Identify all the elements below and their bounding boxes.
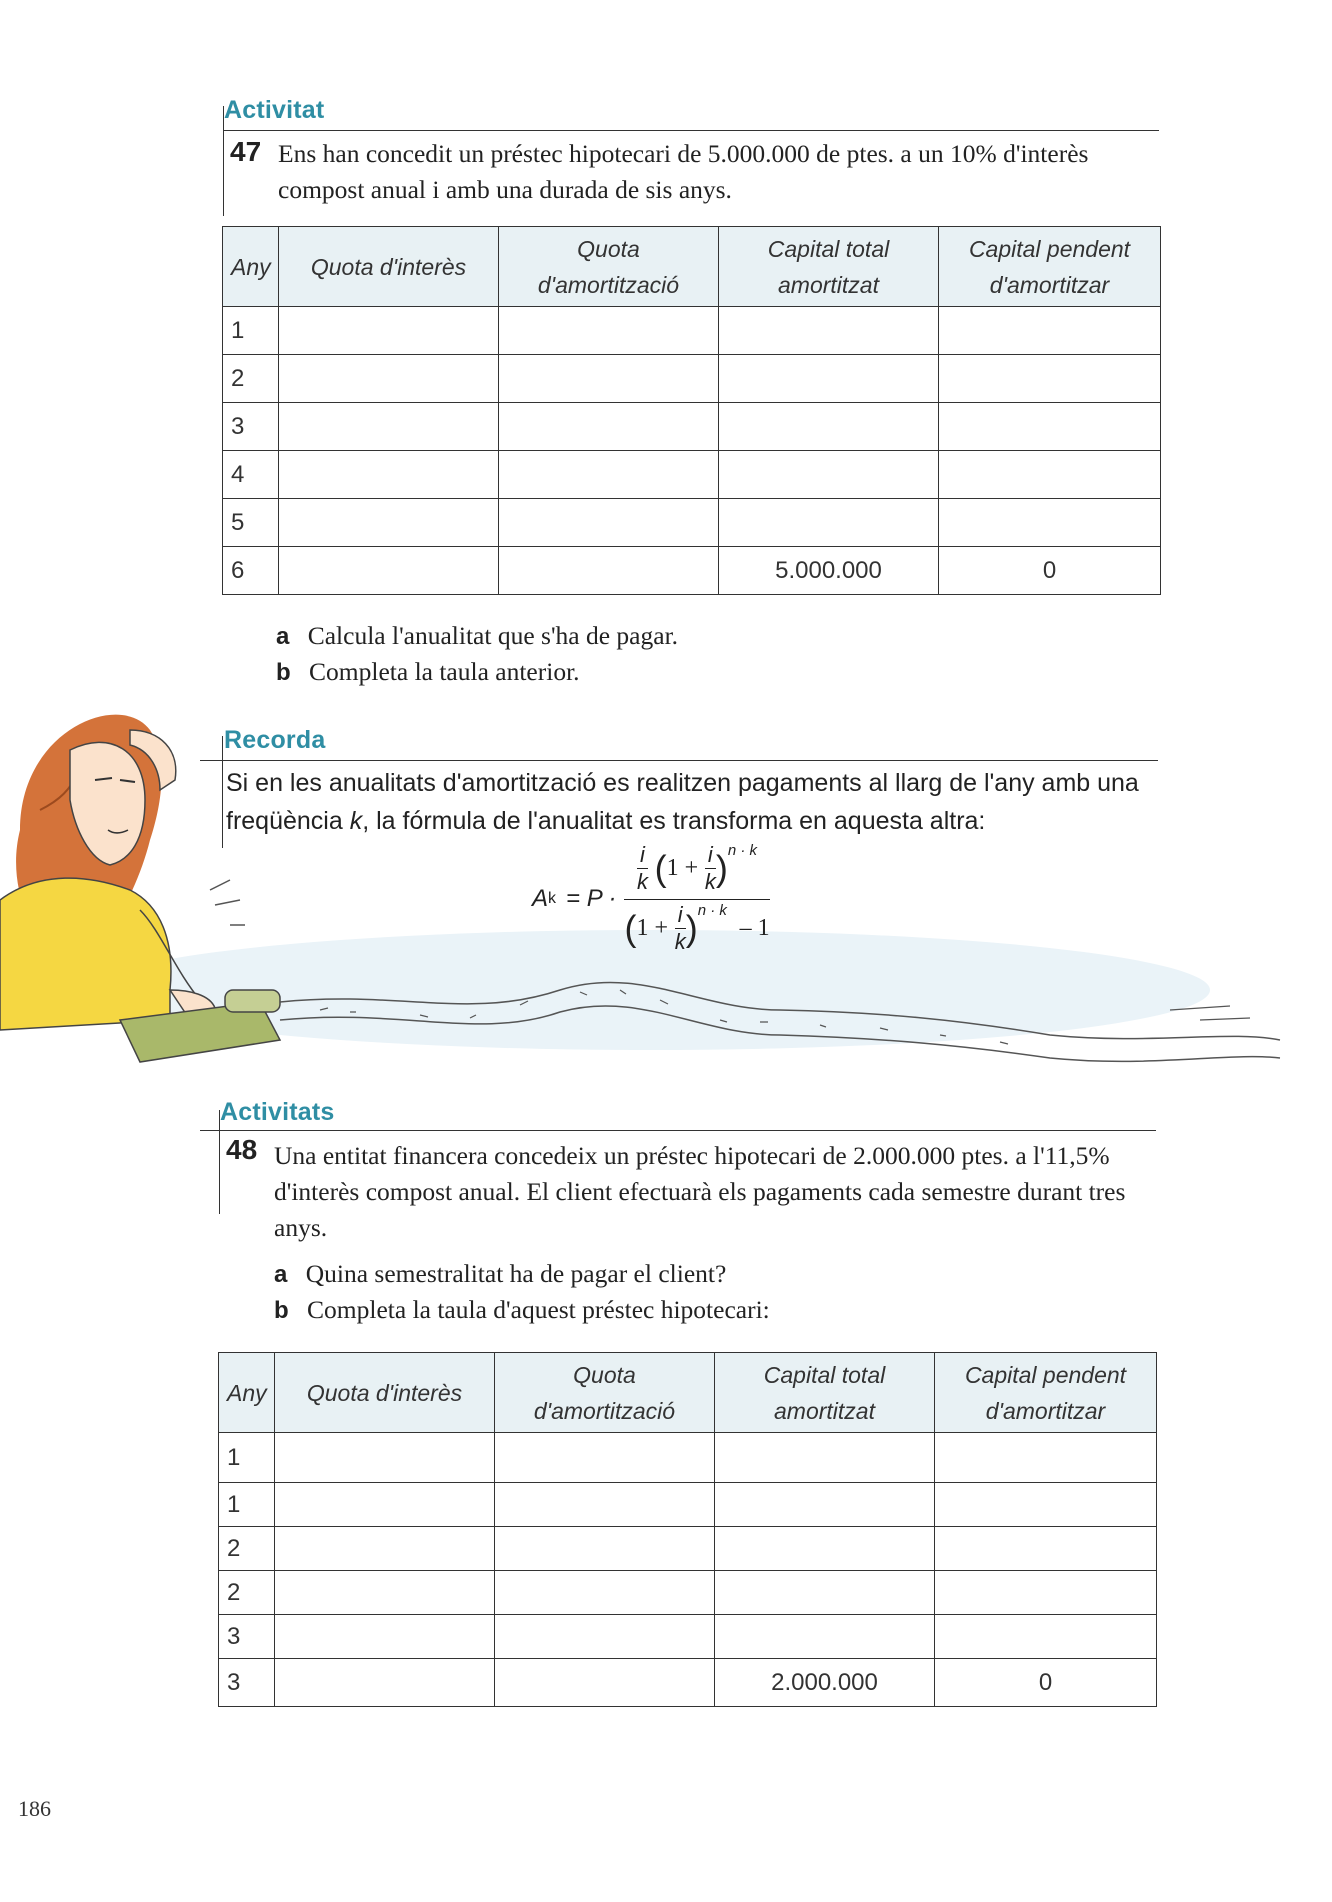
one-plus: 1 + xyxy=(666,854,699,881)
cell-capital-pendent[interactable] xyxy=(939,307,1161,355)
heading-rule xyxy=(223,130,1159,131)
header-capital-total: Capital total amortitzat xyxy=(719,227,939,307)
cell-capital-pendent[interactable] xyxy=(935,1527,1157,1571)
cell-quota-interes[interactable] xyxy=(279,547,499,595)
cell-quota-interes[interactable] xyxy=(279,499,499,547)
heading-rule xyxy=(200,1130,1156,1131)
fraction-i: i xyxy=(637,842,648,869)
question-letter: a xyxy=(274,1261,288,1288)
header-quota-interes: Quota d'interès xyxy=(275,1353,495,1433)
cell-capital-total[interactable] xyxy=(719,355,939,403)
heading-rule-vertical xyxy=(223,106,224,216)
cell-quota-interes[interactable] xyxy=(279,451,499,499)
paren-open: ( xyxy=(654,847,667,889)
amortization-table-48 xyxy=(218,1352,1157,1707)
cell-capital-total[interactable] xyxy=(719,499,939,547)
header-capital-pendent: Capital pendent d'amortitzar xyxy=(939,227,1161,307)
cell-quota-amortitzacio[interactable] xyxy=(499,403,719,451)
cell-quota-interes[interactable] xyxy=(275,1483,495,1527)
cell-any: 2 xyxy=(219,1527,275,1571)
table-row xyxy=(223,499,1161,547)
cell-quota-interes[interactable] xyxy=(275,1433,495,1483)
cell-capital-pendent[interactable]: 0 xyxy=(939,547,1161,595)
cell-quota-interes[interactable] xyxy=(275,1571,495,1615)
paren-close: ) xyxy=(685,907,698,949)
formula-numerator xyxy=(624,842,769,900)
page-number: 186 xyxy=(18,1796,51,1821)
cell-any: 6 xyxy=(223,547,279,595)
cell-quota-amortitzacio[interactable] xyxy=(499,499,719,547)
question-text: Completa la taula d'aquest préstec hipotecari: xyxy=(307,1295,770,1324)
cell-capital-total[interactable] xyxy=(719,307,939,355)
table-row xyxy=(219,1615,1157,1659)
minus-one: – 1 xyxy=(739,914,770,941)
question-a xyxy=(276,618,678,655)
header-any: Any xyxy=(223,227,279,307)
cell-quota-amortitzacio[interactable] xyxy=(495,1659,715,1707)
table-row xyxy=(219,1527,1157,1571)
recorda-text-k: k xyxy=(349,807,363,835)
cell-quota-amortitzacio[interactable] xyxy=(499,547,719,595)
cell-capital-total[interactable] xyxy=(719,403,939,451)
formula-lhs-sub: k xyxy=(548,889,557,907)
cell-quota-amortitzacio[interactable] xyxy=(495,1571,715,1615)
question-a xyxy=(274,1256,726,1293)
cell-any: 2 xyxy=(223,355,279,403)
activity-heading: Activitat xyxy=(224,96,325,124)
cell-capital-total[interactable] xyxy=(715,1483,935,1527)
table-row xyxy=(223,307,1161,355)
fraction-k: k xyxy=(636,869,648,894)
table-row xyxy=(219,1571,1157,1615)
cell-quota-interes[interactable] xyxy=(275,1527,495,1571)
cell-quota-interes[interactable] xyxy=(275,1659,495,1707)
cell-quota-interes[interactable] xyxy=(279,355,499,403)
table-row xyxy=(223,355,1161,403)
cell-capital-total[interactable]: 5.000.000 xyxy=(719,547,939,595)
cell-any: 3 xyxy=(223,403,279,451)
cell-capital-total[interactable] xyxy=(715,1615,935,1659)
cell-capital-pendent[interactable]: 0 xyxy=(935,1659,1157,1707)
table-row xyxy=(223,403,1161,451)
cell-quota-amortitzacio[interactable] xyxy=(495,1433,715,1483)
formula-denominator xyxy=(624,900,769,955)
header-quota-interes: Quota d'interès xyxy=(279,227,499,307)
cell-quota-amortitzacio[interactable] xyxy=(495,1483,715,1527)
question-b xyxy=(274,1292,770,1329)
recorda-text-part-1: Si en les anualitats d'amortització es realitzen pagaments al llarg de l'any amb una freqüència xyxy=(226,769,1139,835)
header-capital-total: Capital total amortitzat xyxy=(715,1353,935,1433)
question-text: Quina semestralitat ha de pagar el client? xyxy=(305,1259,727,1288)
header-quota-amortitzacio: Quota d'amortització xyxy=(499,227,719,307)
cell-any: 5 xyxy=(223,499,279,547)
recorda-heading: Recorda xyxy=(224,726,326,754)
header-any: Any xyxy=(219,1353,275,1433)
cell-capital-pendent[interactable] xyxy=(939,403,1161,451)
table-row xyxy=(219,1483,1157,1527)
exercise-number: 47 xyxy=(230,136,262,167)
table-header-row xyxy=(219,1353,1157,1433)
cell-quota-amortitzacio[interactable] xyxy=(495,1527,715,1571)
table-row xyxy=(219,1659,1157,1707)
question-b xyxy=(276,654,580,691)
header-capital-pendent: Capital pendent d'amortitzar xyxy=(935,1353,1157,1433)
exercise-statement: Una entitat financera concedeix un préstec hipotecari de 2.000.000 ptes. a l'11,5% d'interès compost anual. El client efectuarà els pagaments cada semestre durant tres anys. xyxy=(274,1141,1126,1242)
heading-rule-vertical xyxy=(219,1110,220,1214)
cell-quota-interes[interactable] xyxy=(279,307,499,355)
cell-any: 2 xyxy=(219,1571,275,1615)
cell-quota-interes[interactable] xyxy=(279,403,499,451)
i-over-k xyxy=(705,842,716,895)
cell-any: 3 xyxy=(219,1659,275,1707)
i-over-k xyxy=(637,842,648,895)
cell-quota-amortitzacio[interactable] xyxy=(495,1615,715,1659)
amortization-table-47 xyxy=(222,226,1161,595)
header-quota-amortitzacio: Quota d'amortització xyxy=(495,1353,715,1433)
exercise-number: 48 xyxy=(226,1134,258,1165)
formula-equals-p: = P · xyxy=(566,884,617,912)
recorda-text xyxy=(226,764,1161,840)
annuity-formula xyxy=(532,842,770,955)
question-text: Completa la taula anterior. xyxy=(309,657,580,686)
formula-exponent: n · k xyxy=(697,902,727,919)
cell-capital-pendent[interactable] xyxy=(935,1433,1157,1483)
recorda-rule-vertical xyxy=(222,736,223,848)
table-row xyxy=(223,547,1161,595)
cell-any: 1 xyxy=(219,1483,275,1527)
question-letter: a xyxy=(276,623,290,650)
cell-capital-total[interactable]: 2.000.000 xyxy=(715,1659,935,1707)
cell-any: 4 xyxy=(223,451,279,499)
cell-capital-total[interactable] xyxy=(715,1433,935,1483)
cell-any: 1 xyxy=(219,1433,275,1483)
cell-capital-pendent[interactable] xyxy=(939,499,1161,547)
paren-open: ( xyxy=(624,907,637,949)
recorda-rule xyxy=(200,760,1158,761)
cell-any: 1 xyxy=(223,307,279,355)
question-text: Calcula l'anualitat que s'ha de pagar. xyxy=(307,621,679,650)
table-header-row xyxy=(223,227,1161,307)
activities-heading: Activitats xyxy=(220,1098,335,1126)
recorda-text-part-2: , la fórmula de l'anualitat es transforma en aquesta altra: xyxy=(362,807,986,835)
fraction-i: i xyxy=(705,842,716,869)
table-row xyxy=(219,1433,1157,1483)
question-letter: b xyxy=(276,659,291,686)
formula-lhs: A xyxy=(532,884,549,912)
table-row xyxy=(223,451,1161,499)
fraction-k: k xyxy=(704,869,716,894)
cell-quota-amortitzacio[interactable] xyxy=(499,451,719,499)
cell-capital-pendent[interactable] xyxy=(935,1483,1157,1527)
question-letter: b xyxy=(274,1297,289,1324)
fraction-k: k xyxy=(674,929,686,954)
cell-capital-total[interactable] xyxy=(715,1571,935,1615)
formula-main-fraction xyxy=(624,842,769,955)
exercise-statement: Ens han concedit un préstec hipotecari de 5.000.000 de ptes. a un 10% d'interès compost anual i amb una durada de sis anys. xyxy=(278,139,1089,204)
cell-capital-total[interactable] xyxy=(715,1527,935,1571)
paren-close: ) xyxy=(715,847,728,889)
fraction-i: i xyxy=(675,902,686,929)
cell-capital-total[interactable] xyxy=(719,451,939,499)
cell-capital-pendent[interactable] xyxy=(935,1615,1157,1659)
cell-capital-pendent[interactable] xyxy=(939,355,1161,403)
cell-quota-amortitzacio[interactable] xyxy=(499,307,719,355)
i-over-k xyxy=(675,902,686,955)
formula-exponent: n · k xyxy=(727,842,758,859)
cell-capital-pendent[interactable] xyxy=(939,451,1161,499)
one-plus: 1 + xyxy=(636,914,669,941)
cell-quota-interes[interactable] xyxy=(275,1615,495,1659)
cell-quota-amortitzacio[interactable] xyxy=(499,355,719,403)
cell-any: 3 xyxy=(219,1615,275,1659)
cell-capital-pendent[interactable] xyxy=(935,1571,1157,1615)
